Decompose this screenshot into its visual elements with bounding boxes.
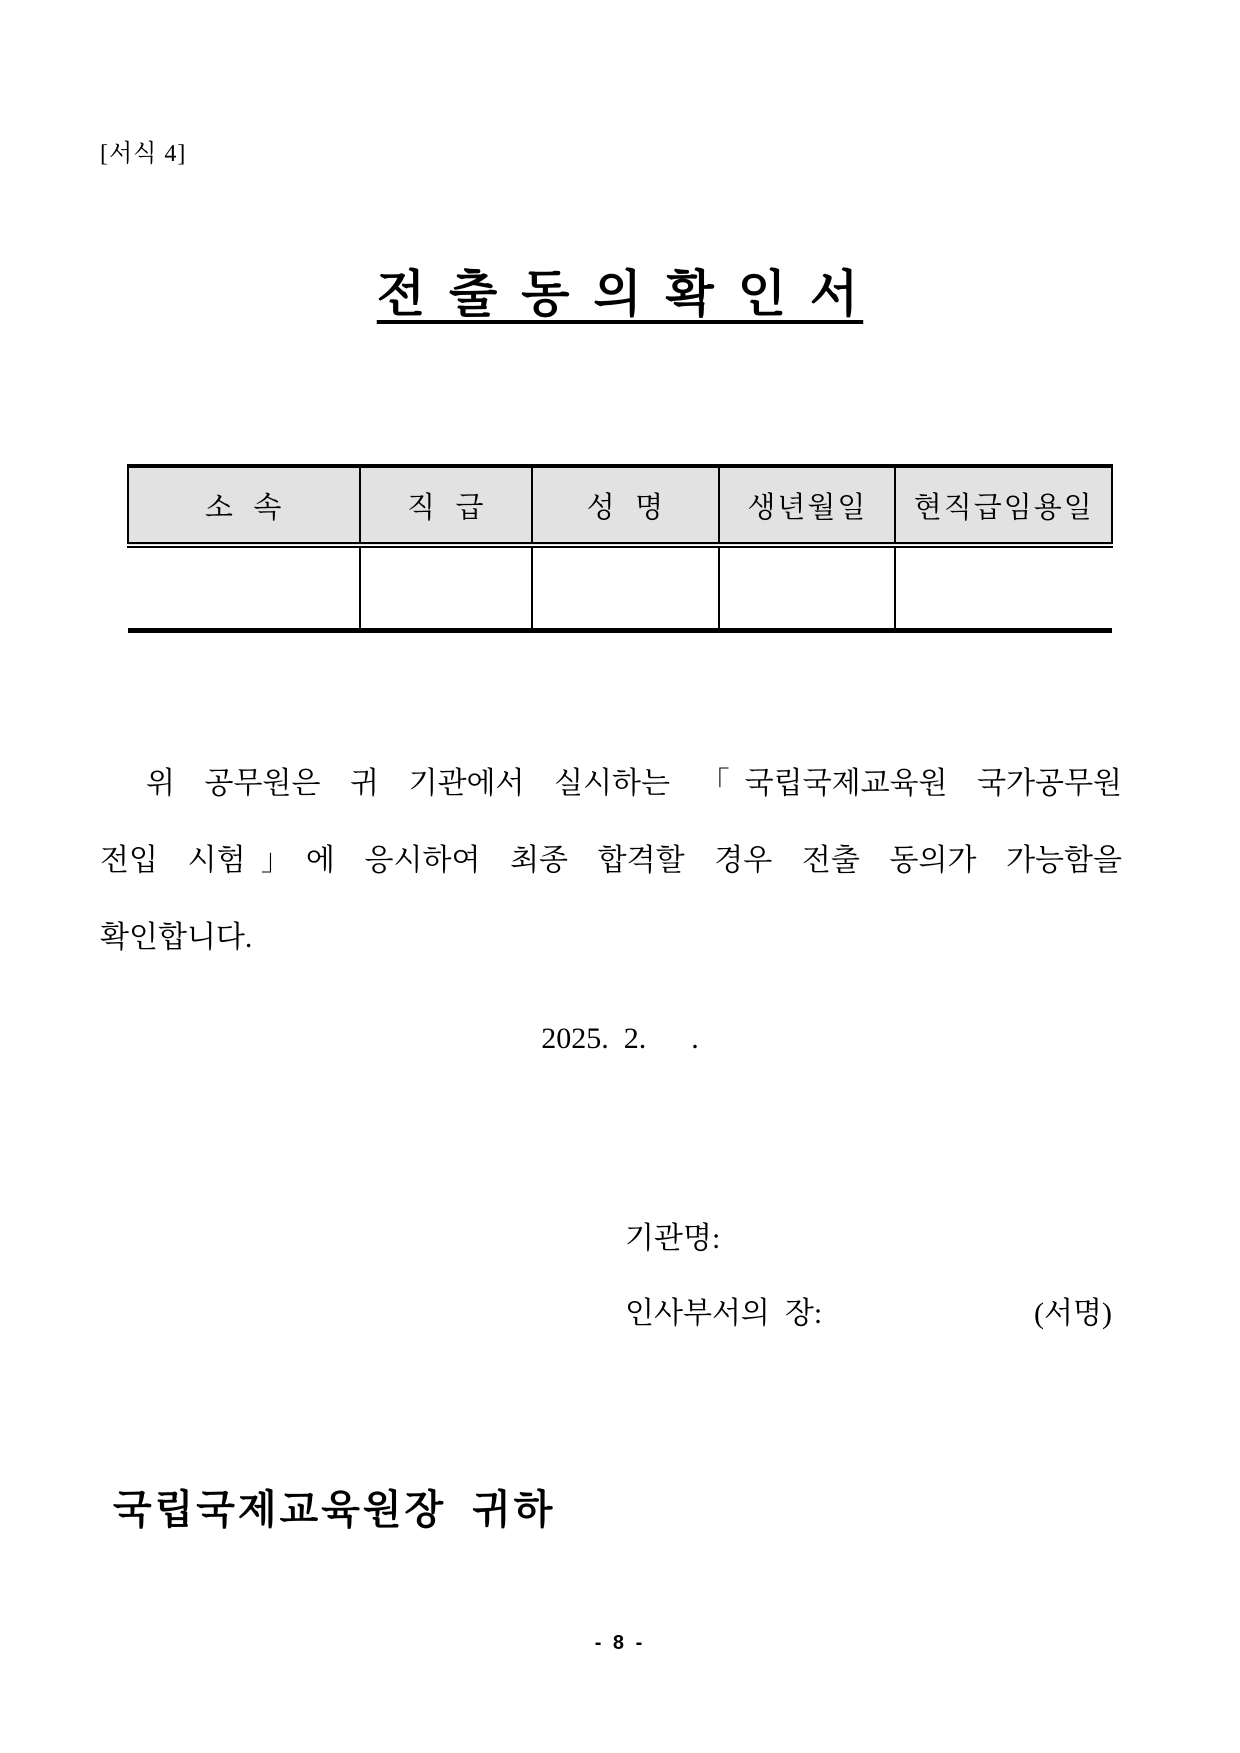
consent-line-3: 확인합니다. [100,921,253,954]
cell-rank [360,545,532,631]
col-header-affiliation: 소 속 [128,466,360,545]
col-header-appointment-date: 현직급임용일 [895,466,1112,545]
hr-manager-label: 인사부서의 장: [625,1296,823,1330]
consent-paragraph [100,745,1122,976]
col-header-birthdate: 생년월일 [719,466,895,545]
page-number: - 8 - [594,1632,646,1654]
signature-note: (서명) [1034,1296,1112,1330]
hr-manager-row [625,1272,1112,1347]
org-name-row [625,1197,1112,1272]
col-header-rank: 직 급 [360,466,532,545]
table-header-row [128,466,1112,545]
document-title: 전 출 동 의 확 인 서 [376,266,864,322]
personnel-table [127,464,1113,633]
org-name-label: 기관명: [625,1221,721,1255]
signature-block [625,1197,1112,1347]
cell-name [532,545,719,631]
table-empty-row [128,545,1112,631]
cell-affiliation [128,545,360,631]
consent-line-2: 전입 시험」에 응시하여 최종 합격할 경우 전출 동의가 가능함을 [100,844,1122,877]
cell-birthdate [719,545,895,631]
date-line: 2025. 2. . [541,1022,699,1055]
form-number-label: [서식 4] [100,141,187,167]
cell-appointment-date [895,545,1112,631]
recipient-line: 국립국제교육원장 귀하 [113,1487,556,1532]
col-header-name: 성 명 [532,466,719,545]
consent-line-1: 위 공무원은 귀 기관에서 실시하는 「국립국제교육원 국가공무원 [146,767,1122,800]
